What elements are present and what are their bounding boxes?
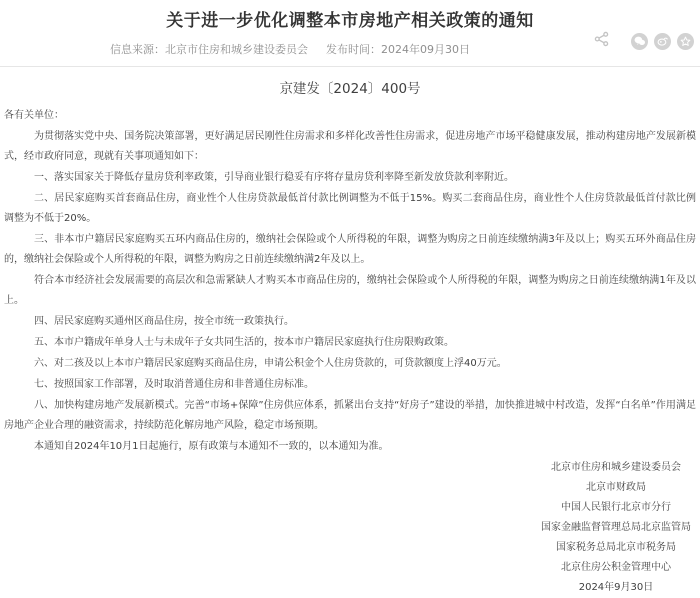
notice-body [0, 67, 700, 598]
signature-org: 国家金融监督管理总局北京监管局 [541, 522, 691, 533]
notice-paragraph: 为贯彻落实党中央、国务院决策部署，更好满足居民刚性住房需求和多样化改善性住房需求，促进房地产市场平稳健康发展，推动构建房地产发展新模式，经市政府同意，现就有关事项通知如下： [4, 131, 696, 162]
signature-date: 2024年9月30日 [578, 582, 654, 593]
signature-org: 北京住房公积金管理中心 [561, 562, 671, 573]
signature-org: 中国人民银行北京市分行 [561, 502, 671, 513]
signature-block [540, 458, 692, 578]
doc-number: 京建发〔2024〕400号 [279, 81, 421, 97]
salutation: 各有关单位： [4, 110, 64, 121]
signature-org: 北京市财政局 [586, 482, 646, 493]
weibo-icon[interactable] [654, 33, 671, 50]
publish-label: 发布时间： [326, 43, 381, 56]
notice-paragraph: 符合本市经济社会发展需要的高层次和急需紧缺人才购买本市商品住房的，缴纳社会保险或个人所得税的年限，调整为购房之日前连续缴纳满1年及以上。 [4, 275, 696, 306]
notice-paragraph: 五、本市户籍成年单身人士与未成年子女共同生活的，按本市户籍居民家庭执行住房限购政策。 [34, 337, 454, 348]
source-label: 信息来源： [110, 43, 165, 56]
page-title: 关于进一步优化调整本市房地产相关政策的通知 [166, 11, 534, 31]
notice-paragraph: 六、对二孩及以上本市户籍居民家庭购买商品住房，申请公积金个人住房贷款的，可贷款额度上浮40万元。 [34, 358, 507, 369]
notice-paragraph: 七、按照国家工作部署，及时取消普通住房和非普通住房标准。 [34, 379, 314, 390]
notice-paragraph: 四、居民家庭购买通州区商品住房，按全市统一政策执行。 [34, 316, 294, 327]
source-value: 北京市住房和城乡建设委员会 [165, 43, 308, 56]
paragraph-list [4, 127, 696, 457]
qzone-star-icon[interactable] [677, 33, 694, 50]
notice-paragraph: 本通知自2024年10月1日起施行，原有政策与本通知不一致的，以本通知为准。 [34, 441, 389, 452]
share-toolbar [594, 31, 694, 51]
notice-paragraph: 三、非本市户籍居民家庭购买五环内商品住房的，缴纳社会保险或个人所得税的年限，调整为购房之日前连续缴纳满3年及以上；购买五环外商品住房的，缴纳社会保险或个人所得税的年限，调整为购房之日前连续缴纳满2年及以上。 [4, 234, 696, 265]
article-header [0, 0, 700, 57]
wechat-icon[interactable] [631, 33, 648, 50]
notice-paragraph: 八、加快构建房地产发展新模式。完善“市场+保障”住房供应体系，抓紧出台支持“好房子”建设的举措，加快推进城中村改造，发挥“白名单”作用满足房地产企业合理的融资需求，持续防范化解房地产风险，稳定市场预期。 [4, 400, 696, 431]
share-icon[interactable] [594, 31, 609, 51]
notice-paragraph: 二、居民家庭购买首套商品住房，商业性个人住房贷款最低首付款比例调整为不低于15%。购买二套商品住房，商业性个人住房贷款最低首付款比例调整为不低于20%。 [4, 193, 696, 224]
signature-org: 国家税务总局北京市税务局 [556, 542, 676, 553]
meta-row [0, 39, 700, 57]
publish-value: 2024年09月30日 [381, 43, 470, 56]
meta-info [0, 41, 580, 57]
signature-org: 北京市住房和城乡建设委员会 [551, 462, 681, 473]
notice-paragraph: 一、落实国家关于降低存量房贷利率政策，引导商业银行稳妥有序将存量房贷利率降至新发放贷款利率附近。 [34, 172, 514, 183]
